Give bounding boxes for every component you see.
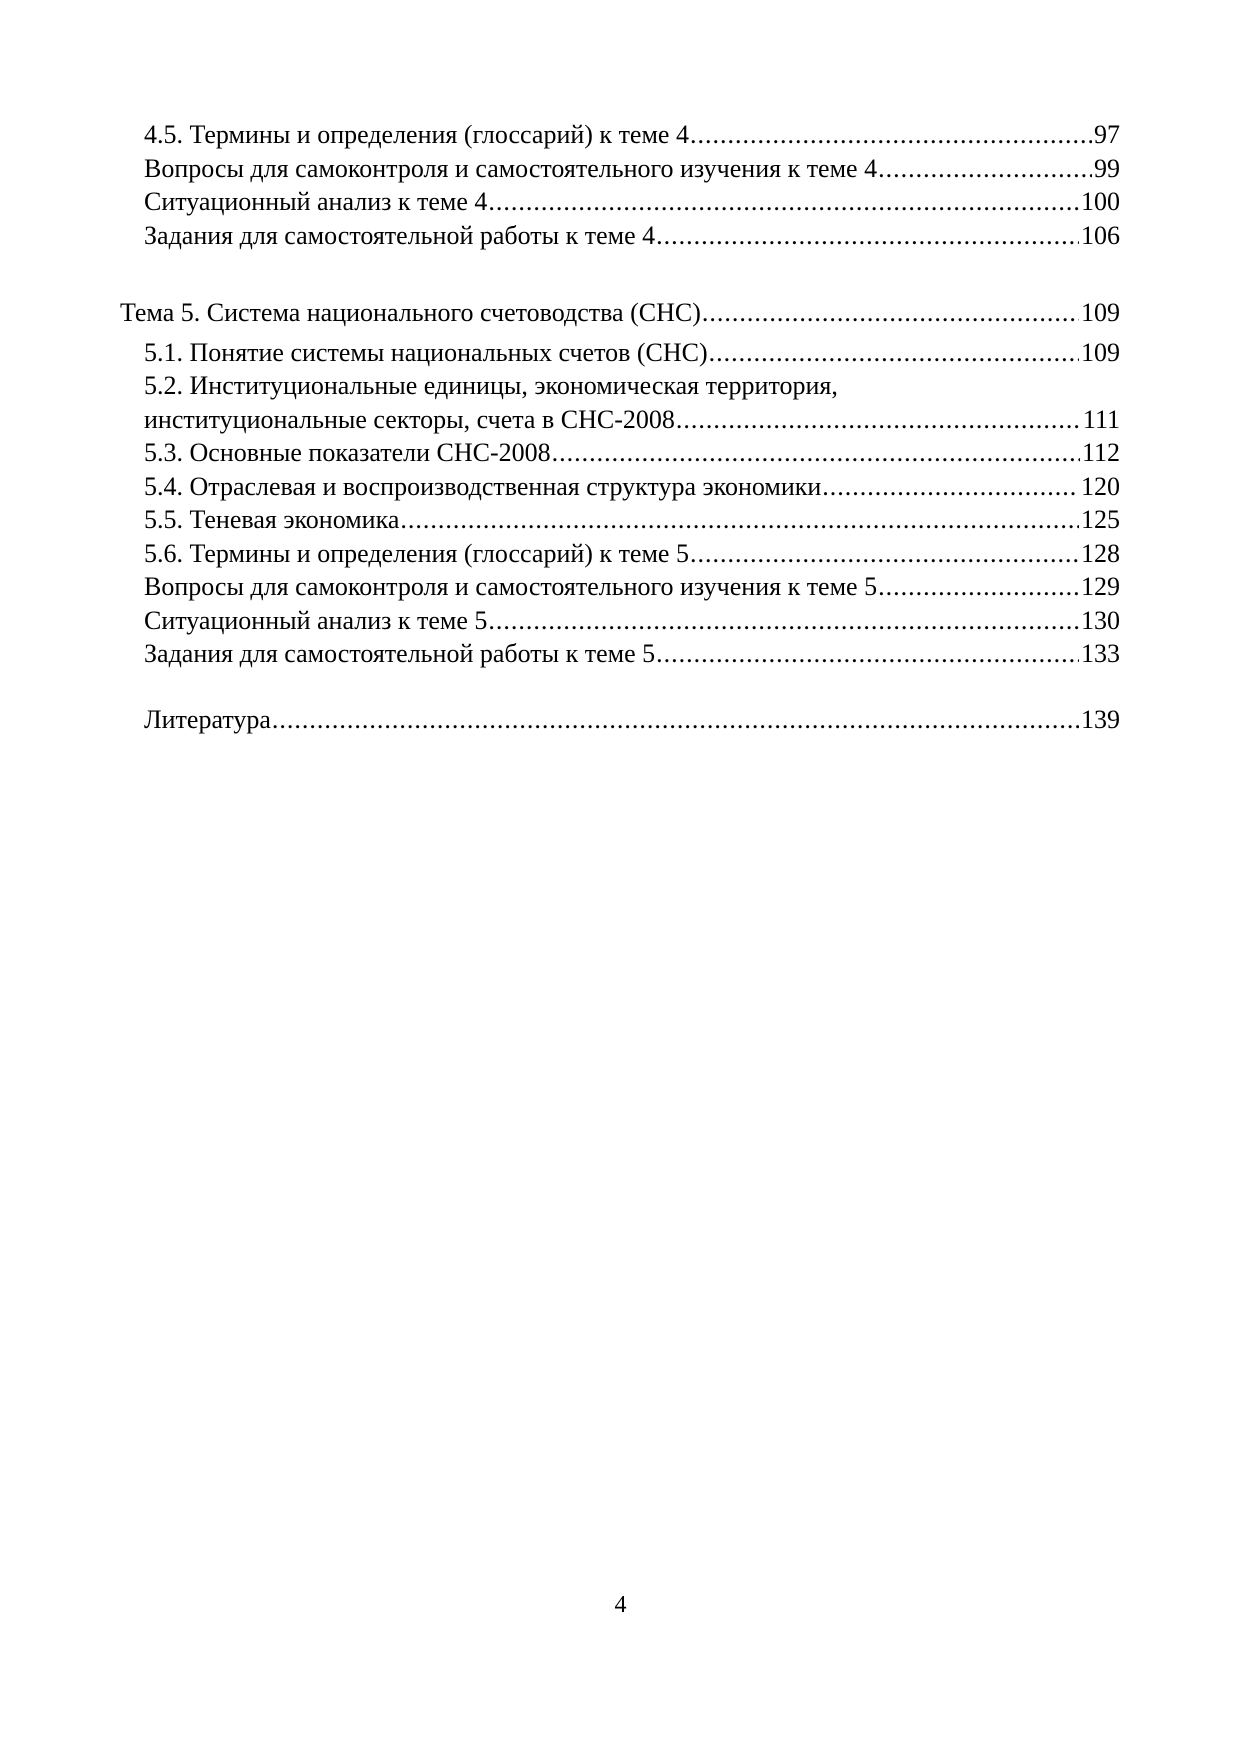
toc-entry[interactable]	[120, 637, 1120, 671]
dot-leader	[400, 503, 1079, 537]
toc-entry-page: 133	[1081, 639, 1120, 668]
toc-entry-page: 129	[1081, 572, 1120, 601]
toc-entry[interactable]	[120, 118, 1120, 152]
toc-entry[interactable]	[120, 185, 1120, 219]
dot-leader	[878, 152, 1092, 186]
spacer	[120, 252, 1120, 296]
toc-entry-title: Тема 5. Система национального счетоводства (СНС)	[120, 298, 701, 327]
dot-leader	[552, 436, 1080, 470]
toc-entry-title: Литература	[144, 704, 271, 734]
toc-entry-title-line2: институциональные секторы, счета в СНС-2008	[144, 404, 675, 434]
toc-entry[interactable]	[120, 152, 1120, 186]
toc-entry-title: Задания для самостоятельной работы к теме 5	[144, 639, 656, 668]
toc-entry-title: 5.3. Основные показатели СНС-2008	[144, 438, 551, 467]
dot-leader	[272, 703, 1079, 737]
dot-leader	[488, 604, 1079, 638]
toc-entry-title-line1[interactable]: 5.2. Институциональные единицы, экономическая территория,	[144, 371, 838, 400]
dot-leader	[676, 403, 1081, 437]
toc-literature-entry[interactable]	[120, 703, 1120, 737]
toc-chapter-entry[interactable]	[120, 296, 1120, 330]
toc-entry-page: 120	[1081, 471, 1120, 501]
toc-entry-page: 111	[1082, 404, 1120, 434]
dot-leader	[822, 470, 1079, 504]
toc-entry[interactable]	[120, 219, 1120, 253]
toc-entry-page: 97	[1094, 120, 1120, 149]
toc-entry-title: Вопросы для самоконтроля и самостоятельного изучения к теме 5	[144, 572, 878, 601]
page-number: 4	[614, 1592, 627, 1618]
toc-entry-page: 125	[1081, 505, 1120, 534]
toc-entry-page: 100	[1081, 187, 1120, 216]
toc-entry-title: Ситуационный анализ к теме 5	[144, 605, 488, 635]
dot-leader	[656, 219, 1079, 253]
toc-entry-title: 4.5. Термины и определения (глоссарий) к теме 4	[144, 120, 689, 149]
dot-leader	[702, 296, 1079, 330]
toc-entry-title: Задания для самостоятельной работы к теме 4	[144, 220, 656, 250]
toc-entry-title: 5.1. Понятие системы национальных счетов (СНС)	[144, 337, 708, 367]
toc-entry-page: 109	[1081, 298, 1120, 327]
toc-entry[interactable]	[120, 470, 1120, 504]
toc-entry-title: Ситуационный анализ к теме 4	[144, 187, 488, 216]
toc-entry-title: 5.6. Термины и определения (глоссарий) к теме 5	[144, 538, 689, 568]
toc-entry[interactable]	[120, 336, 1120, 370]
dot-leader	[656, 637, 1079, 671]
toc-entry[interactable]	[120, 604, 1120, 638]
toc-entry-page: 112	[1081, 438, 1120, 467]
toc-entry-page: 139	[1081, 704, 1120, 734]
toc-entry[interactable]	[120, 403, 1120, 437]
dot-leader	[690, 537, 1079, 571]
toc-entry-page: 130	[1081, 605, 1120, 635]
dot-leader	[878, 570, 1079, 604]
table-of-contents	[120, 118, 1120, 736]
toc-entry-page: 106	[1081, 220, 1120, 250]
dot-leader	[709, 336, 1079, 370]
toc-entry-title: Вопросы для самоконтроля и самостоятельного изучения к теме 4	[144, 153, 878, 183]
toc-entry-title: 5.5. Теневая экономика	[144, 505, 400, 534]
toc-entry-title: 5.4. Отраслевая и воспроизводственная структура экономики	[144, 471, 822, 501]
dot-leader	[488, 185, 1079, 219]
toc-entry[interactable]	[120, 570, 1120, 604]
toc-entry-page: 128	[1081, 538, 1120, 568]
toc-entry-page: 109	[1081, 337, 1120, 367]
spacer	[120, 671, 1120, 703]
toc-entry[interactable]	[120, 436, 1120, 470]
toc-entry[interactable]	[120, 537, 1120, 571]
dot-leader	[690, 118, 1092, 152]
toc-entry[interactable]	[120, 503, 1120, 537]
toc-entry-page: 99	[1094, 153, 1120, 183]
